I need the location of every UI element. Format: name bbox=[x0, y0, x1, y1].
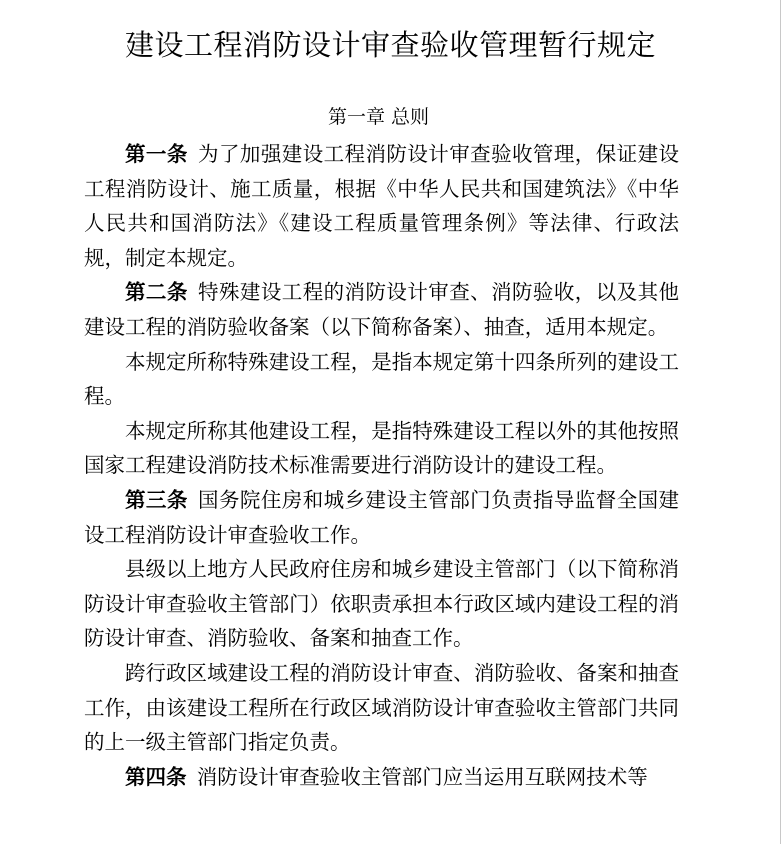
body-paragraph bbox=[84, 552, 679, 656]
article-paragraph bbox=[84, 275, 679, 344]
paragraph-text: 跨行政区域建设工程的消防设计审查、消防验收、备案和抽查工作，由该建设工程所在行政区域消防设计审查验收主管部门共同的上一级主管部门指定负责。 bbox=[84, 660, 679, 755]
article-paragraph bbox=[84, 483, 679, 552]
article-label: 第四条 bbox=[125, 764, 187, 789]
body-paragraph bbox=[84, 414, 679, 483]
article-paragraph bbox=[84, 137, 679, 275]
paragraph-text: 本规定所称特殊建设工程，是指本规定第十四条所列的建设工程。 bbox=[84, 349, 679, 409]
paragraph-text: 国务院住房和城乡建设主管部门负责指导监督全国建设工程消防设计审查验收工作。 bbox=[84, 487, 680, 547]
body-paragraph bbox=[84, 345, 679, 414]
paragraph-text: 本规定所称其他建设工程，是指特殊建设工程以外的其他按照国家工程建设消防技术标准需要进行消防设计的建设工程。 bbox=[84, 418, 679, 478]
paragraph-text: 消防设计审查验收主管部门应当运用互联网技术等 bbox=[196, 764, 648, 789]
chapter-heading: 第一章 总则 bbox=[327, 106, 430, 128]
paragraph-text: 县级以上地方人民政府住房和城乡建设主管部门（以下简称消防设计审查验收主管部门）依职责承担本行政区域内建设工程的消防设计审查、消防验收、备案和抽查工作。 bbox=[84, 557, 679, 651]
document-title: 建设工程消防设计审查验收管理暂行规定 bbox=[124, 28, 656, 62]
paragraph-text: 特殊建设工程的消防设计审查、消防验收，以及其他建设工程的消防验收备案（以下简称备案）、抽查，适用本规定。 bbox=[84, 280, 680, 339]
article-paragraph bbox=[84, 760, 679, 795]
article-label: 第一条 bbox=[125, 142, 188, 166]
body-paragraph bbox=[84, 656, 679, 760]
document-body bbox=[84, 137, 679, 794]
article-label: 第二条 bbox=[125, 280, 188, 305]
paragraph-text: 为了加强建设工程消防设计审查验收管理，保证建设工程消防设计、施工质量，根据《中华人民共和国建筑法》《中华人民共和国消防法》《建设工程质量管理条例》等法律、行政法规，制定本规定。 bbox=[84, 142, 680, 270]
article-label: 第三条 bbox=[125, 487, 188, 512]
